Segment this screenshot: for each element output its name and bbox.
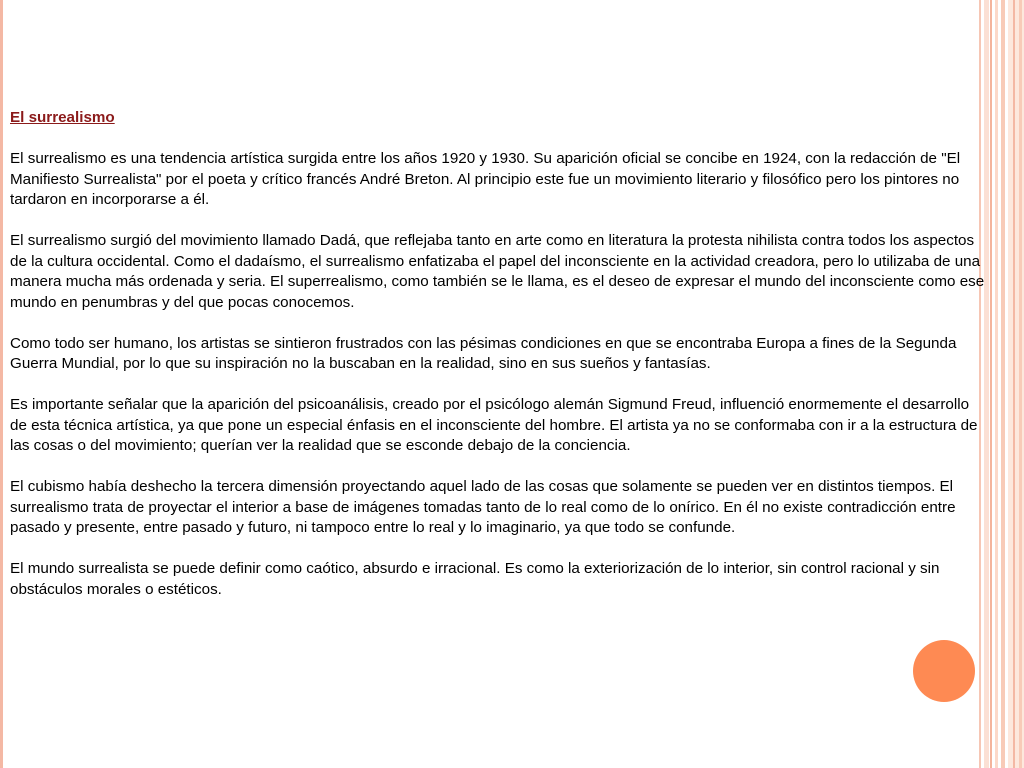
- right-decorative-stripe: [1013, 0, 1015, 768]
- paragraph-4: Es importante señalar que la aparición del psicoanálisis, creado por el psicólogo alemán Sigmund Freud, influenció enormemente el desarrollo de esta técnica artística, ya que pone un especial énfasis en el inconsciente del hombre. El artista ya no se conformaba con ir a la estructura de las cosas o del movimiento; querían ver la realidad que se esconde debajo de la conciencia.: [10, 396, 978, 454]
- slide-title: El surrealismo: [10, 109, 115, 126]
- paragraph-3: Como todo ser humano, los artistas se sintieron frustrados con las pésimas condiciones en que se encontraba Europa a fines de la Segunda Guerra Mundial, por lo que su inspiración no la buscaban en la realidad, sino en sus sueños y fantasías.: [10, 334, 957, 372]
- orange-circle-decoration: [913, 640, 975, 702]
- paragraph-1: El surrealismo es una tendencia artística surgida entre los años 1920 y 1930. Su aparición oficial se concibe en 1924, con la redacción de "El Manifiesto Surrealista" por el poeta y crítico francés André Breton. Al principio este fue un movimiento literario y filosófico pero los pintores no tardaron en incorporarse a él.: [10, 150, 961, 208]
- left-decorative-border: [0, 0, 3, 768]
- paragraph-6: El mundo surrealista se puede definir como caótico, absurdo e irracional. Es como la exteriorización de lo interior, sin control racional y sin obstáculos morales o estéticos.: [10, 560, 940, 598]
- right-decorative-stripe: [1019, 0, 1022, 768]
- paragraph-5: El cubismo había deshecho la tercera dimensión proyectando aquel lado de las cosas que solamente se pueden ver en distintos tiempos. El surrealismo trata de proyectar el interior a base de imágenes tomadas tanto de lo real como de lo onírico. En él no existe contradicción entre pasado y presente, entre pasado y futuro, ni tampoco entre lo real y lo imaginario, ya que todo se confunde.: [10, 478, 956, 536]
- paragraph-2: El surrealismo surgió del movimiento llamado Dadá, que reflejaba tanto en arte como en literatura la protesta nihilista contra todos los aspectos de la cultura occidental. Como el dadaísmo, el surrealismo enfatizaba el papel del inconsciente en la actividad creadora, pero lo utilizaba de una manera mucha más ordenada y seria. El superrealismo, como también se le llama, es el deseo de expresar el mundo del inconsciente como ese mundo en penumbras y del que pocas conocemos.: [10, 232, 985, 311]
- right-decorative-stripe: [995, 0, 998, 768]
- slide-content: [10, 108, 990, 621]
- right-decorative-stripe: [1001, 0, 1005, 768]
- right-decorative-stripe: [990, 0, 992, 768]
